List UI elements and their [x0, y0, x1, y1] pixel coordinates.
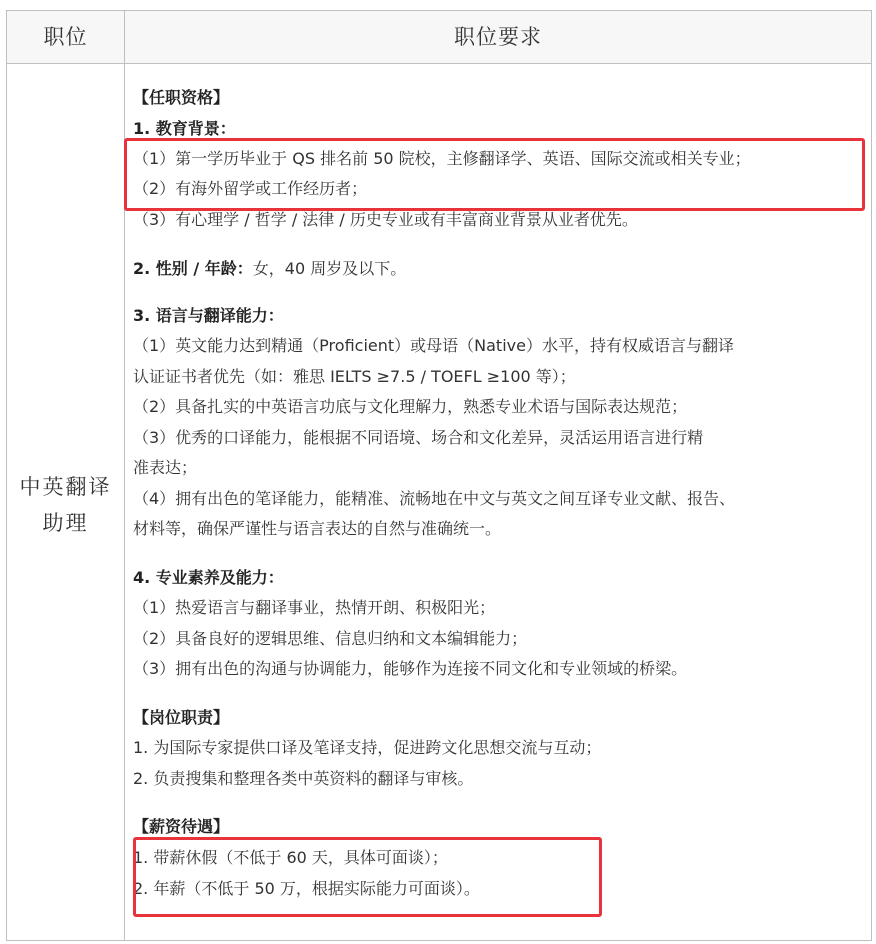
competence-item: （2）具备良好的逻辑思维、信息归纳和文本编辑能力； — [133, 629, 528, 648]
gender-age-line — [133, 255, 406, 283]
table-header-row — [7, 11, 871, 64]
education-item: （2）有海外留学或工作经历者； — [133, 179, 368, 198]
gender-age-label: 2. 性别 / 年龄： — [133, 259, 253, 278]
language-line: （1）英文能力达到精通（Proficient）或母语（Native）水平，持有权威语言与翻译 — [133, 336, 734, 355]
competence-title: 4. 专业素养及能力： — [133, 568, 284, 587]
duty-item: 1. 为国际专家提供口译及笔译支持，促进跨文化思想交流与互动； — [133, 738, 602, 757]
education-item: （1）第一学历毕业于 QS 排名前 50 院校，主修翻译学、英语、国际交流或相关专业； — [133, 149, 751, 168]
salary-item: 2. 年薪（不低于 50 万，根据实际能力可面谈）。 — [133, 879, 480, 898]
language-line: （2）具备扎实的中英语言功底与文化理解力，熟悉专业术语与国际表达规范； — [133, 397, 688, 416]
position-name-line-1: 中英翻译 — [19, 475, 112, 499]
language-line: 准表达； — [133, 458, 198, 477]
language-title: 3. 语言与翻译能力： — [133, 306, 284, 325]
header-requirements: 职位要求 — [454, 25, 542, 49]
education-item: （3）有心理学 / 哲学 / 法律 / 历史专业或有丰富商业背景从业者优先。 — [133, 210, 638, 229]
gender-age-value: 女，40 周岁及以下。 — [252, 259, 407, 278]
duties-title: 【岗位职责】 — [133, 708, 230, 727]
language-line: 材料等，确保严谨性与语言表达的自然与准确统一。 — [133, 519, 502, 538]
header-position: 职位 — [43, 25, 88, 49]
position-name-line-2: 助理 — [42, 511, 89, 535]
language-line: （4）拥有出色的笔译能力，能精准、流畅地在中文与英文之间互译专业文献、报告、 — [133, 489, 736, 508]
competence-item: （3）拥有出色的沟通与协调能力，能够作为连接不同文化和专业领域的桥梁。 — [133, 659, 688, 678]
qualifications-title: 【任职资格】 — [133, 88, 230, 107]
salary-title: 【薪资待遇】 — [133, 817, 230, 836]
competence-item: （1）热爱语言与翻译事业，热情开朗、积极阳光； — [133, 598, 496, 617]
education-title: 1. 教育背景： — [133, 119, 236, 138]
language-line: 认证证书者优先（如：雅思 IELTS ≥7.5 / TOEFL ≥100 等）； — [133, 367, 576, 386]
duty-item: 2. 负责搜集和整理各类中英资料的翻译与审核。 — [133, 769, 474, 788]
position-name — [7, 469, 124, 541]
column-divider — [124, 11, 125, 940]
salary-item: 1. 带薪休假（不低于 60 天，具体可面谈）； — [133, 848, 448, 867]
language-line: （3）优秀的口译能力，能根据不同语境、场合和文化差异，灵活运用语言进行精 — [133, 428, 704, 447]
